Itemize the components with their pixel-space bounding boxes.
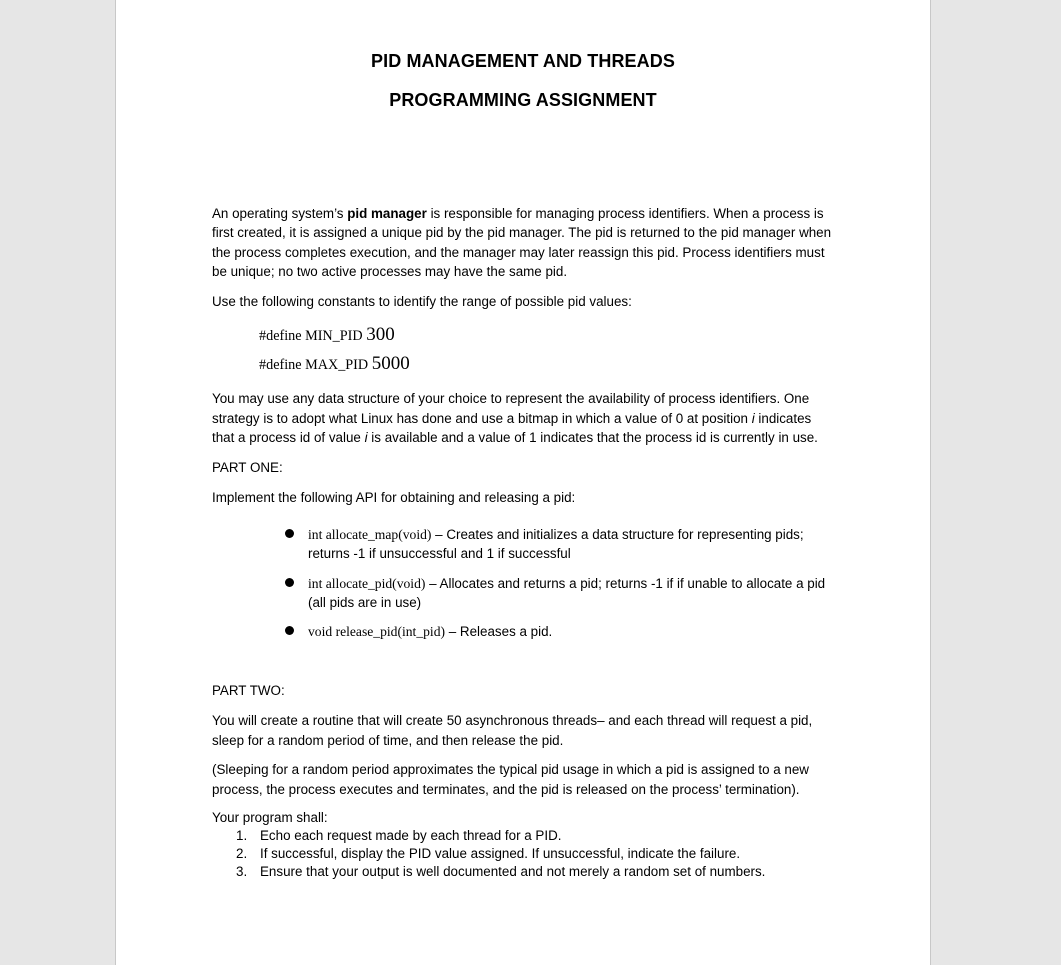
- bullet-icon: [285, 626, 294, 635]
- document-subtitle: PROGRAMMING ASSIGNMENT: [389, 90, 657, 110]
- requirement-item: 2. If successful, display the PID value assigned. If unsuccessful, indicate the failure.: [236, 846, 741, 862]
- api-intro: Implement the following API for obtaining and releasing a pid:: [212, 489, 576, 505]
- threads-paragraph: You will create a routine that will create 50 asynchronous threads– and each thread will request a pid, sleep for a random period of time, and then release the pid.: [212, 713, 813, 748]
- part-two-heading: PART TWO:: [212, 683, 285, 699]
- bullet-icon: [285, 529, 294, 538]
- requirement-item: 3. Ensure that your output is well documented and not merely a random set of numbers.: [236, 864, 766, 880]
- requirements-list: [212, 827, 836, 881]
- sleep-paragraph: (Sleeping for a random period approximates the typical pid usage in which a pid is assigned to a new process, the process executes and terminates, and the pid is released on the process’ termination).: [212, 762, 809, 797]
- intro-paragraph: An operating system’s pid manager is responsible for managing process identifiers. When a process is first created, it is assigned a unique pid by the pid manager. The pid is returned to the pid manager when the process completes execution, and the manager may later reassign this pid. Process identifiers must be unique; no two active processes may have the same pid.: [212, 206, 832, 279]
- api-item-allocate-pid: int allocate_pid(void) – Allocates and returns a pid; returns -1 if if unable to allocate a pid (all pids are in use): [212, 574, 836, 613]
- pid-manager-term: pid manager: [347, 206, 427, 221]
- document-title: PID MANAGEMENT AND THREADS: [371, 51, 675, 71]
- document-body: [212, 204, 836, 881]
- requirement-item: 1. Echo each request made by each thread for a PID.: [236, 828, 562, 844]
- define-block: [259, 321, 836, 379]
- constants-intro: Use the following constants to identify the range of possible pid values:: [212, 293, 632, 309]
- api-item-allocate-map: int allocate_map(void) – Creates and initializes a data structure for representing pids; returns -1 if unsuccessful and 1 if successful: [212, 525, 836, 564]
- bitmap-paragraph: You may use any data structure of your choice to represent the availability of process identifiers. One strategy is to adopt what Linux has done and use a bitmap in which a value of 0 at position i indicates that a process id of value i is available and a value of 1 indicates that the process id is currently in use.: [212, 391, 818, 446]
- define-min-pid: #define MIN_PID 300: [259, 324, 395, 346]
- api-list: [212, 525, 836, 641]
- define-max-pid: #define MAX_PID 5000: [259, 353, 410, 375]
- program-shall-label: Your program shall:: [212, 810, 328, 826]
- document-page: [115, 0, 931, 965]
- api-item-release-pid: void release_pid(int_pid) – Releases a pid.: [212, 622, 836, 641]
- bullet-icon: [285, 578, 294, 587]
- part-one-heading: PART ONE:: [212, 459, 283, 475]
